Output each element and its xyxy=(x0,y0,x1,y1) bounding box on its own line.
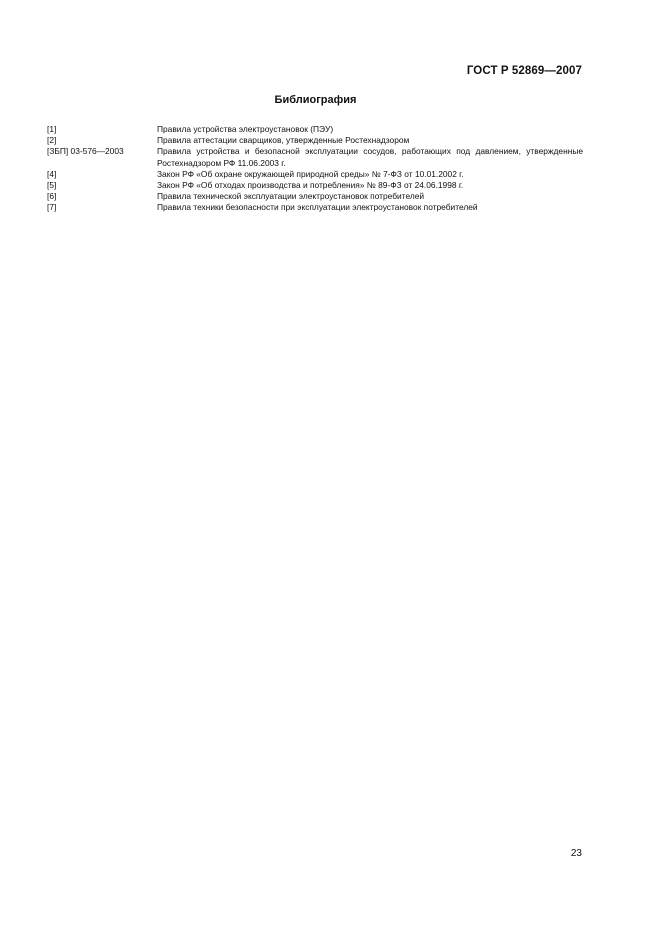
bibliography-text: Закон РФ «Об охране окружающей природной среды» № 7-ФЗ от 10.01.2002 г. xyxy=(157,168,464,179)
bibliography-entry xyxy=(47,146,583,168)
bibliography-entry xyxy=(47,169,583,180)
bibliography-ref: [2] xyxy=(47,135,57,146)
bibliography-text: Правила техники безопасности при эксплуатации электроустановок потребителей xyxy=(157,202,478,213)
section-title: Библиография xyxy=(274,94,357,106)
bibliography-ref: [4] xyxy=(47,168,57,179)
bibliography-ref: [7] xyxy=(47,202,57,213)
bibliography-text: Правила технической эксплуатации электроустановок потребителей xyxy=(157,191,425,202)
bibliography-entry xyxy=(47,191,583,202)
bibliography-ref: [ЗБП] 03-576—2003 xyxy=(47,146,124,157)
bibliography-text: Закон РФ «Об отходах производства и потребления» № 89-ФЗ от 24.06.1998 г. xyxy=(157,180,464,191)
bibliography-ref: [6] xyxy=(47,191,57,202)
bibliography-text: Правила аттестации сварщиков, утвержденные Ростехнадзором xyxy=(157,135,410,146)
bibliography-entry xyxy=(47,202,583,213)
bibliography-entry xyxy=(47,124,583,135)
bibliography-list xyxy=(47,124,583,214)
bibliography-ref: [5] xyxy=(47,180,57,191)
bibliography-ref: [1] xyxy=(47,124,57,134)
bibliography-text: Правила устройства и безопасной эксплуатации сосудов, работающих под давлением, утвержденные Ростехнадзором РФ 11.06.2003 г. xyxy=(157,146,583,168)
page-number: 23 xyxy=(570,848,582,859)
bibliography-entry xyxy=(47,180,583,191)
document-code: ГОСТ Р 52869—2007 xyxy=(466,65,582,77)
bibliography-entry xyxy=(47,135,583,146)
bibliography-text: Правила устройства электроустановок (ПЭУ) xyxy=(157,124,334,134)
